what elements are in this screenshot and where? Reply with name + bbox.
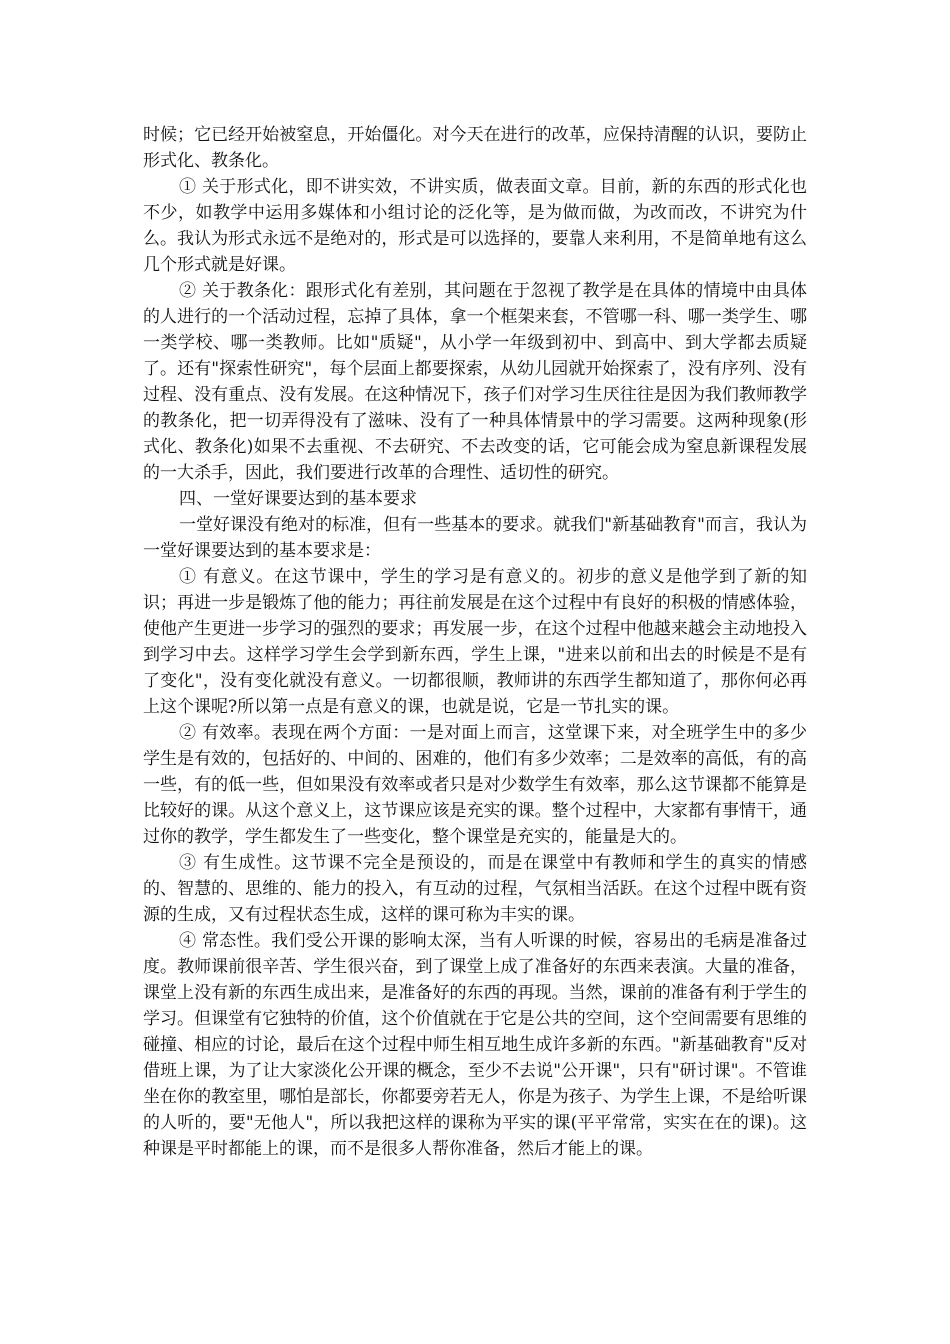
paragraph-normal-state: ④ 常态性。我们受公开课的影响太深，当有人听课的时候，容易出的毛病是准备过度。教师课前很辛苦、学生很兴奋，到了课堂上成了准备好的东西来表演。大量的准备，课堂上没有新的东西生成出来，是准备好的东西的再现。当然，课前的准备有利于学生的学习。但课堂有它独特的价值，这个价值就在于它是公共的空间，这个空间需要有思维的碰撞、相应的讨论，最后在这个过程中师生相互地生成许多新的东西。"新基础教育"反对借班上课，为了让大家淡化公开课的概念，至少不去说"公开课"，只有"研讨课"。不管谁坐在你的教室里，哪怕是部长，你都要旁若无人，你是为孩子、为学生上课，不是给听课的人听的，要"无他人"，所以我把这样的课称为平实的课(平平常常，实实在在的课)。这种课是平时都能上的课，而不是很多人帮你准备，然后才能上的课。 xyxy=(143,931,807,1159)
paragraph-generative: ③ 有生成性。这节课不完全是预设的，而是在课堂中有教师和学生的真实的情感的、智慧的、思维的、能力的投入，有互动的过程，气氛相当活跃。在这个过程中既有资源的生成，又有过程状态生成，这样的课可称为丰实的课。 xyxy=(143,853,807,925)
paragraph-efficient: ② 有效率。表现在两个方面：一是对面上而言，这堂课下来，对全班学生中的多少学生是有效的，包括好的、中间的、困难的，他们有多少效率；二是效率的高低，有的高一些，有的低一些，但如果没有效率或者只是对少数学生有效率，那么这节课都不能算是比较好的课。从这个意义上，这节课应该是充实的课。整个过程中，大家都有事情干，通过你的教学，学生都发生了一些变化，整个课堂是充实的，能量是大的。 xyxy=(143,723,807,847)
paragraph-meaningful: ① 有意义。在这节课中，学生的学习是有意义的。初步的意义是他学到了新的知识；再进一步是锻炼了他的能力；再往前发展是在这个过程中有良好的积极的情感体验，使他产生更进一步学习的强烈的要求；再发展一步，在这个过程中他越来越会主动地投入到学习中去。这样学习学生会学到新东西，学生上课，"进来以前和出去的时候是不是有了变化"，没有变化就没有意义。一切都很顺，教师讲的东西学生都知道了，那你何必再上这个课呢?所以第一点是有意义的课，也就是说，它是一节扎实的课。 xyxy=(143,567,807,717)
paragraph-requirements-intro: 一堂好课没有绝对的标准，但有一些基本的要求。就我们"新基础教育"而言，我认为一堂好课要达到的基本要求是： xyxy=(143,515,807,561)
section-heading-basic-requirements: 四、一堂好课要达到的基本要求 xyxy=(179,489,417,509)
document-page xyxy=(143,122,807,1162)
paragraph-formalization: ① 关于形式化，即不讲实效，不讲实质，做表面文章。目前，新的东西的形式化也不少，如教学中运用多媒体和小组讨论的泛化等，是为做而做，为改而改，不讲究为什么。我认为形式永远不是绝对的，形式是可以选择的，要靠人来利用，不是简单地有这么几个形式就是好课。 xyxy=(143,177,807,275)
paragraph-dogmatization: ② 关于教条化：跟形式化有差别，其问题在于忽视了教学是在具体的情境中由具体的人进行的一个活动过程，忘掉了具体，拿一个框架来套，不管哪一科、哪一类学生、哪一类学校、哪一类教师。比如"质疑"，从小学一年级到初中、到高中、到大学都去质疑了。还有"探索性研究"，每个层面上都要探索，从幼儿园就开始探索了，没有序列、没有过程、没有重点、没有发展。在这种情况下，孩子们对学习生厌往往是因为我们教师教学的教条化，把一切弄得没有了滋味、没有了一种具体情景中的学习需要。这两种现象(形式化、教条化)如果不去重视、不去研究、不去改变的话，它可能会成为窒息新课程发展的一大杀手，因此，我们要进行改革的合理性、适切性的研究。 xyxy=(143,281,807,483)
paragraph-continuation: 时候；它已经开始被窒息，开始僵化。对今天在进行的改革，应保持清醒的认识，要防止形式化、教条化。 xyxy=(143,125,807,171)
